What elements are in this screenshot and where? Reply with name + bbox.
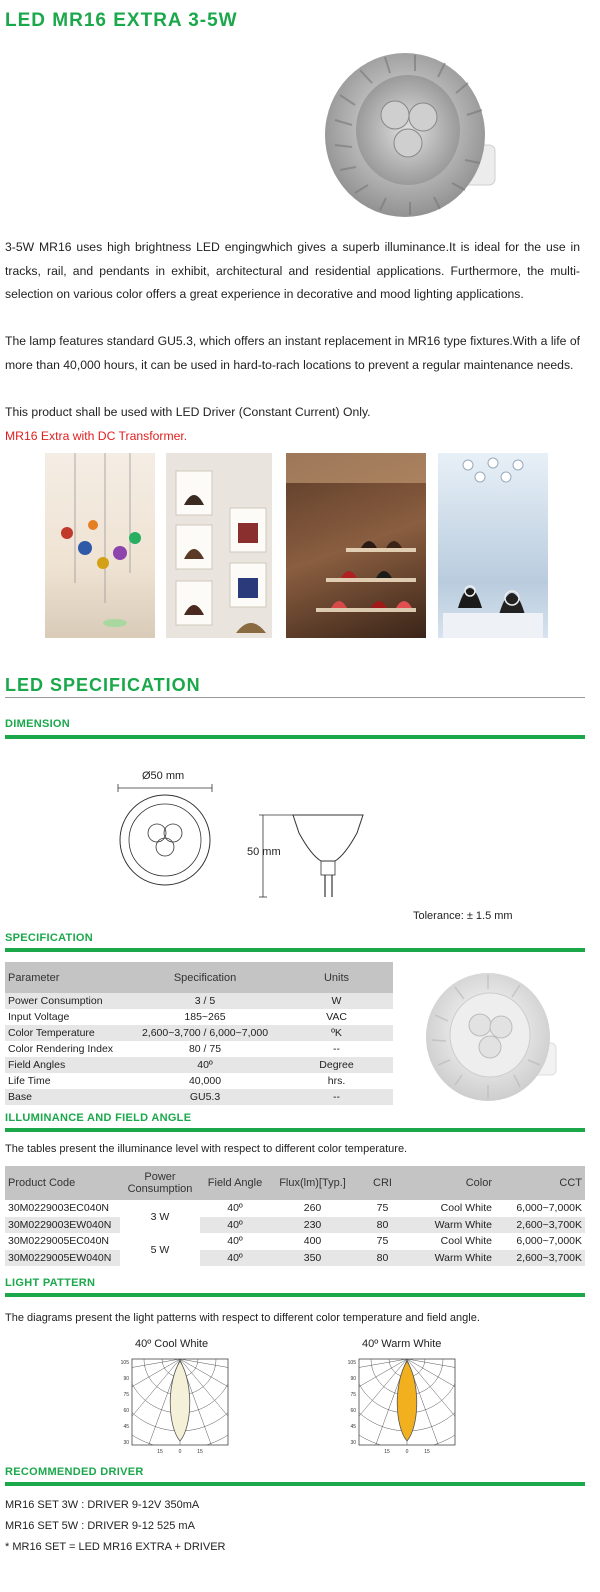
dimension-side-view bbox=[255, 805, 375, 905]
illum-cell: Warm White bbox=[434, 1218, 492, 1231]
spec-cell: 3 / 5 bbox=[130, 993, 280, 1009]
spec-cell: Life Time bbox=[5, 1073, 130, 1089]
table-row bbox=[5, 1025, 393, 1041]
spec-cell: W bbox=[280, 993, 393, 1009]
y-tick-label: 60 bbox=[123, 1408, 129, 1414]
illum-header-cct: CCT bbox=[495, 1166, 585, 1200]
illum-cell: Cool White bbox=[440, 1202, 492, 1215]
illum-cell: 2,600~3,700K bbox=[516, 1251, 582, 1264]
illum-cell: 40º bbox=[227, 1235, 243, 1248]
spec-cell: -- bbox=[280, 1041, 393, 1057]
illum-cell: 6,000~7,000K bbox=[516, 1235, 582, 1248]
illum-cell: 75 bbox=[376, 1235, 389, 1248]
application-photo-shelf-wall bbox=[286, 453, 426, 638]
spec-cell: Color Temperature bbox=[5, 1025, 130, 1041]
illum-cell: 5 W bbox=[120, 1233, 200, 1266]
illum-cell: 6,000~7,000K bbox=[516, 1202, 582, 1215]
light-pattern-diagram-warm bbox=[337, 1355, 462, 1455]
illum-header-angle: Field Angle bbox=[200, 1166, 270, 1200]
description-paragraph-1: 3-5W MR16 uses high brightness LED engingwhich gives a superb illuminance.It is ideal for the use in tracks, rail, and pendants in exhibit, architectural and residential applications. Furthermore, the multi-selection on various color offers a great experience in decorative and mood lighting applications. bbox=[5, 240, 580, 301]
illum-cell: 230 bbox=[303, 1218, 322, 1231]
spec-header-parameter: Parameter bbox=[5, 962, 130, 993]
led-spec-title: LED SPECIFICATION bbox=[5, 675, 201, 695]
spec-cell: Power Consumption bbox=[5, 993, 130, 1009]
y-tick-label: 75 bbox=[350, 1392, 356, 1398]
diameter-label: Ø50 mm bbox=[142, 770, 185, 782]
spec-cell: 80 / 75 bbox=[130, 1041, 280, 1057]
spec-cell: ºK bbox=[280, 1025, 393, 1041]
illum-cell: Cool White bbox=[440, 1235, 492, 1248]
illum-cell: 30M0229005EC040N bbox=[8, 1235, 109, 1248]
table-row bbox=[5, 1009, 393, 1025]
spec-cell: GU5.3 bbox=[130, 1089, 280, 1105]
light-pattern-diagram-cool bbox=[110, 1355, 235, 1455]
table-row bbox=[5, 1250, 585, 1267]
tolerance-value: ± 1.5 mm bbox=[466, 910, 513, 922]
tolerance-label: Tolerance: bbox=[413, 910, 464, 922]
application-photo-boutique bbox=[45, 453, 155, 638]
illum-cell: 30M0229003EC040N bbox=[8, 1202, 109, 1215]
illuminance-intro: The tables present the illuminance level with respect to different color temperature. bbox=[5, 1143, 408, 1155]
dimension-title: DIMENSION bbox=[5, 718, 71, 730]
illum-header-cri: CRI bbox=[355, 1166, 410, 1200]
x-tick-label: 0 bbox=[178, 1449, 182, 1455]
diagram-label-cool: 40º Cool White bbox=[135, 1338, 209, 1350]
illum-cell: 350 bbox=[303, 1251, 322, 1264]
y-tick-label: 60 bbox=[350, 1408, 356, 1414]
table-row bbox=[5, 1217, 585, 1234]
illum-header-row bbox=[5, 1166, 585, 1200]
y-tick-label: 30 bbox=[350, 1440, 356, 1446]
driver-title: RECOMMENDED DRIVER bbox=[5, 1466, 144, 1478]
x-tick-label: 15 bbox=[157, 1449, 163, 1455]
table-row bbox=[5, 1200, 585, 1217]
table-row bbox=[5, 1089, 393, 1105]
illum-header-power: Power Consumption bbox=[120, 1166, 200, 1200]
description-paragraph-3: This product shall be used with LED Driver (Constant Current) Only. bbox=[5, 405, 371, 419]
height-label: 50 mm bbox=[247, 846, 281, 858]
application-photo-jewelry bbox=[438, 453, 548, 638]
product-lamp-image bbox=[320, 35, 500, 220]
y-tick-label: 75 bbox=[123, 1392, 129, 1398]
spec-cell: Color Rendering Index bbox=[5, 1041, 130, 1057]
illum-cell: 80 bbox=[376, 1251, 389, 1264]
dimension-divider bbox=[5, 735, 585, 739]
specification-table bbox=[5, 962, 393, 1105]
spec-header-specification: Specification bbox=[130, 962, 280, 993]
x-tick-label: 0 bbox=[405, 1449, 409, 1455]
illum-cell: 30M0229005EW040N bbox=[8, 1251, 112, 1264]
table-row bbox=[5, 1041, 393, 1057]
spec-cell: 40º bbox=[130, 1057, 280, 1073]
dimension-front-view bbox=[110, 780, 220, 890]
spec-lamp-image bbox=[420, 965, 560, 1105]
illum-cell: 80 bbox=[376, 1218, 389, 1231]
product-title: LED MR16 EXTRA 3-5W bbox=[5, 10, 238, 31]
spec-header-units: Units bbox=[280, 962, 393, 993]
x-tick-label: 15 bbox=[197, 1449, 203, 1455]
illum-header-code: Product Code bbox=[5, 1166, 120, 1200]
specification-title: SPECIFICATION bbox=[5, 932, 94, 944]
y-tick-label: 45 bbox=[350, 1424, 356, 1430]
driver-divider bbox=[5, 1482, 585, 1486]
driver-set-note: * MR16 SET = LED MR16 EXTRA + DRIVER bbox=[5, 1541, 226, 1553]
illum-cell: 75 bbox=[376, 1202, 389, 1215]
dc-transformer-note: MR16 Extra with DC Transformer. bbox=[5, 429, 188, 443]
illum-header-color: Color bbox=[410, 1166, 495, 1200]
y-tick-label: 105 bbox=[347, 1360, 356, 1366]
description-paragraph-2: The lamp features standard GU5.3, which offers an instant replacement in MR16 type fixtures.With a life of more than 40,000 hours, it can be used in hard-to-rach locations to prevent a regular maintenance needs. bbox=[5, 334, 580, 372]
table-row bbox=[5, 1057, 393, 1073]
light-pattern-title: LIGHT PATTERN bbox=[5, 1277, 96, 1289]
spec-cell: 40,000 bbox=[130, 1073, 280, 1089]
spec-cell: Base bbox=[5, 1089, 130, 1105]
driver-line-3w: MR16 SET 3W : DRIVER 9-12V 350mA bbox=[5, 1499, 200, 1511]
specification-divider bbox=[5, 948, 585, 952]
spec-header-row bbox=[5, 962, 393, 993]
tolerance-text bbox=[413, 910, 513, 922]
led-spec-divider bbox=[5, 697, 585, 698]
driver-line-5w: MR16 SET 5W : DRIVER 9-12 525 mA bbox=[5, 1520, 195, 1532]
y-tick-label: 105 bbox=[120, 1360, 129, 1366]
y-tick-label: 90 bbox=[350, 1376, 356, 1382]
illuminance-table bbox=[5, 1166, 585, 1266]
x-tick-label: 15 bbox=[424, 1449, 430, 1455]
x-tick-label: 15 bbox=[384, 1449, 390, 1455]
illum-cell: 40º bbox=[227, 1251, 243, 1264]
spec-cell: Degree bbox=[280, 1057, 393, 1073]
application-photo-display-niches bbox=[166, 453, 272, 638]
diagram-label-warm: 40º Warm White bbox=[362, 1338, 442, 1350]
y-tick-label: 90 bbox=[123, 1376, 129, 1382]
illuminance-divider bbox=[5, 1128, 585, 1132]
illum-cell: 3 W bbox=[120, 1200, 200, 1233]
table-row bbox=[5, 1233, 585, 1250]
spec-cell: 2,600~3,700 / 6,000~7,000 bbox=[130, 1025, 280, 1041]
illum-cell: Warm White bbox=[434, 1251, 492, 1264]
illuminance-title: ILLUMINANCE AND FIELD ANGLE bbox=[5, 1112, 192, 1124]
y-tick-label: 45 bbox=[123, 1424, 129, 1430]
illum-cell: 260 bbox=[303, 1202, 322, 1215]
illum-cell: 400 bbox=[303, 1235, 322, 1248]
spec-cell: Field Angles bbox=[5, 1057, 130, 1073]
illum-cell: 40º bbox=[227, 1202, 243, 1215]
spec-cell: VAC bbox=[280, 1009, 393, 1025]
illum-cell: 2,600~3,700K bbox=[516, 1218, 582, 1231]
spec-cell: Input Voltage bbox=[5, 1009, 130, 1025]
spec-cell: -- bbox=[280, 1089, 393, 1105]
y-tick-label: 30 bbox=[123, 1440, 129, 1446]
illum-header-flux: Flux(lm)[Typ.] bbox=[270, 1166, 355, 1200]
light-pattern-divider bbox=[5, 1293, 585, 1297]
spec-cell: hrs. bbox=[280, 1073, 393, 1089]
illum-cell: 30M0229003EW040N bbox=[8, 1218, 112, 1231]
spec-cell: 185~265 bbox=[130, 1009, 280, 1025]
table-row bbox=[5, 1073, 393, 1089]
table-row bbox=[5, 993, 393, 1009]
illum-cell: 40º bbox=[227, 1218, 243, 1231]
light-pattern-intro: The diagrams present the light patterns with respect to different color temperature and field angle. bbox=[5, 1312, 480, 1324]
